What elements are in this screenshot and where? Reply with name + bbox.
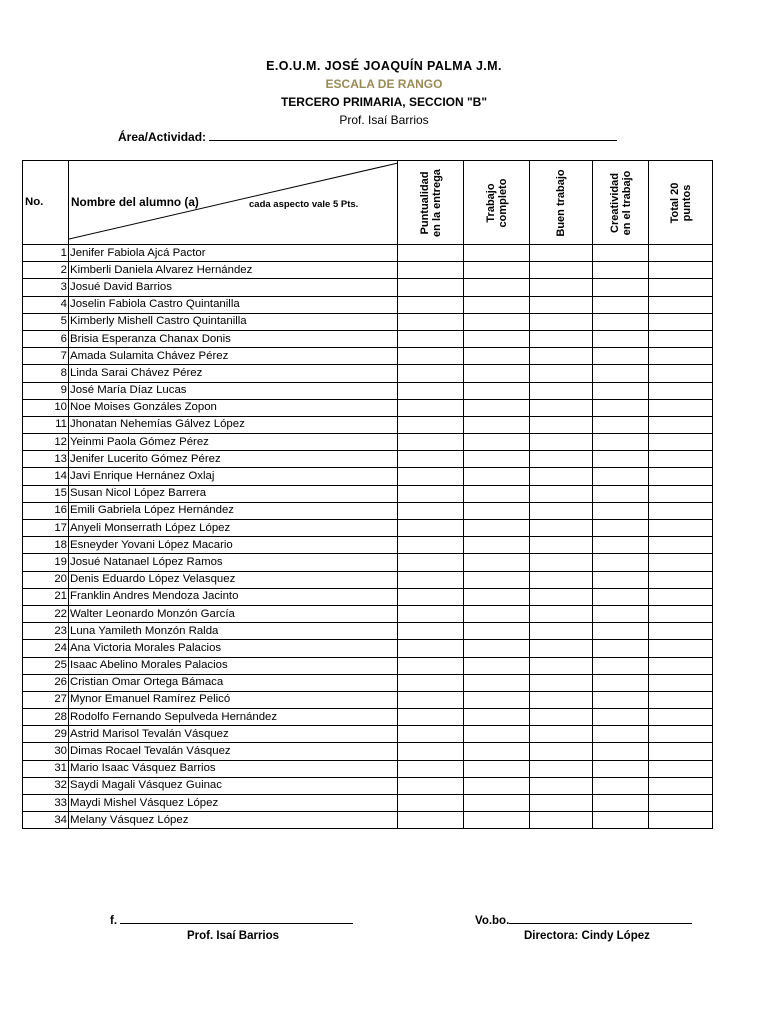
table-row	[23, 330, 713, 347]
score-cell[interactable]	[530, 777, 593, 794]
score-cell[interactable]	[649, 451, 713, 468]
score-cell[interactable]	[464, 795, 530, 812]
score-cell[interactable]	[649, 296, 713, 313]
student-name: Joselin Fabiola Castro Quintanilla	[69, 296, 398, 313]
score-cell[interactable]	[398, 330, 464, 347]
score-cell[interactable]	[464, 691, 530, 708]
score-cell[interactable]	[649, 348, 713, 365]
score-cell[interactable]	[649, 795, 713, 812]
row-number: 27	[23, 691, 69, 708]
score-cell[interactable]	[593, 451, 649, 468]
score-cell[interactable]	[593, 245, 649, 262]
score-cell[interactable]	[398, 502, 464, 519]
col-header-total: Total 20 puntos	[649, 161, 713, 245]
row-number: 6	[23, 330, 69, 347]
score-cell[interactable]	[398, 365, 464, 382]
signature-left-name: Prof. Isaí Barrios	[187, 930, 280, 942]
signature-left-prefix: f.	[110, 915, 118, 927]
score-cell[interactable]	[464, 640, 530, 657]
score-cell[interactable]	[398, 279, 464, 296]
student-name: Isaac Abelino Morales Palacios	[69, 657, 398, 674]
score-cell[interactable]	[649, 726, 713, 743]
area-activity-label: Área/Actividad:	[118, 130, 207, 144]
score-cell[interactable]	[398, 812, 464, 829]
score-cell[interactable]	[398, 416, 464, 433]
score-cell[interactable]	[649, 365, 713, 382]
score-cell[interactable]	[530, 709, 593, 726]
score-cell[interactable]	[530, 502, 593, 519]
row-number: 25	[23, 657, 69, 674]
score-cell[interactable]	[649, 691, 713, 708]
score-cell[interactable]	[649, 709, 713, 726]
row-number: 7	[23, 348, 69, 365]
score-cell[interactable]	[593, 571, 649, 588]
student-name: Melany Vásquez López	[69, 812, 398, 829]
score-cell[interactable]	[593, 674, 649, 691]
score-cell[interactable]	[593, 657, 649, 674]
col-header-points-note: cada aspecto vale 5 Pts.	[249, 199, 359, 210]
score-cell[interactable]	[464, 245, 530, 262]
row-number: 15	[23, 485, 69, 502]
score-cell[interactable]	[530, 279, 593, 296]
score-cell[interactable]	[464, 657, 530, 674]
row-number: 4	[23, 296, 69, 313]
score-cell[interactable]	[464, 365, 530, 382]
score-cell[interactable]	[593, 623, 649, 640]
score-cell[interactable]	[649, 588, 713, 605]
student-name: Luna Yamileth Monzón Ralda	[69, 623, 398, 640]
student-name: José María Díaz Lucas	[69, 382, 398, 399]
score-cell[interactable]	[593, 399, 649, 416]
school-name: E.O.U.M. JOSÉ JOAQUÍN PALMA J.M.	[266, 59, 502, 73]
student-name: Josué David Barrios	[69, 279, 398, 296]
student-name: Josué Natanael López Ramos	[69, 554, 398, 571]
score-cell[interactable]	[530, 416, 593, 433]
table-row	[23, 795, 713, 812]
score-cell[interactable]	[464, 709, 530, 726]
signature-right-underline	[509, 912, 692, 924]
student-name: Anyeli Monserrath López López	[69, 520, 398, 537]
score-cell[interactable]	[464, 279, 530, 296]
score-cell[interactable]	[649, 399, 713, 416]
col-header-name-label: Nombre del alumno (a)	[71, 195, 199, 209]
row-number: 17	[23, 520, 69, 537]
score-cell[interactable]	[398, 468, 464, 485]
score-cell[interactable]	[649, 485, 713, 502]
student-name: Ana Victoria Morales Palacios	[69, 640, 398, 657]
student-name: Mario Isaac Vásquez Barrios	[69, 760, 398, 777]
student-name: Brisia Esperanza Chanax Donis	[69, 330, 398, 347]
table-row	[23, 777, 713, 794]
score-cell[interactable]	[530, 623, 593, 640]
table-row	[23, 743, 713, 760]
score-cell[interactable]	[530, 330, 593, 347]
row-number: 1	[23, 245, 69, 262]
table-row	[23, 657, 713, 674]
score-cell[interactable]	[398, 348, 464, 365]
row-number: 33	[23, 795, 69, 812]
student-name: Denis Eduardo López Velasquez	[69, 571, 398, 588]
score-cell[interactable]	[530, 399, 593, 416]
row-number: 19	[23, 554, 69, 571]
score-cell[interactable]	[464, 743, 530, 760]
score-cell[interactable]	[464, 674, 530, 691]
row-number: 10	[23, 399, 69, 416]
score-cell[interactable]	[398, 588, 464, 605]
score-cell[interactable]	[649, 262, 713, 279]
score-cell[interactable]	[649, 416, 713, 433]
score-cell[interactable]	[530, 434, 593, 451]
score-cell[interactable]	[398, 674, 464, 691]
student-name: Susan Nicol López Barrera	[69, 485, 398, 502]
area-activity-line	[209, 129, 617, 141]
score-cell[interactable]	[530, 657, 593, 674]
table-row	[23, 382, 713, 399]
signature-left-line	[110, 912, 353, 927]
table-row	[23, 245, 713, 262]
score-cell[interactable]	[530, 348, 593, 365]
score-cell[interactable]	[464, 416, 530, 433]
col-header-name	[69, 161, 398, 245]
student-name: Walter Leonardo Monzón García	[69, 605, 398, 622]
table-row	[23, 726, 713, 743]
score-cell[interactable]	[398, 451, 464, 468]
row-number: 34	[23, 812, 69, 829]
score-cell[interactable]	[464, 451, 530, 468]
student-name: Dimas Rocael Tevalán Vásquez	[69, 743, 398, 760]
score-cell[interactable]	[464, 520, 530, 537]
score-cell[interactable]	[464, 726, 530, 743]
row-number: 8	[23, 365, 69, 382]
signature-right-prefix: Vo.bo.	[475, 915, 510, 927]
score-cell[interactable]	[649, 502, 713, 519]
score-cell[interactable]	[593, 537, 649, 554]
score-cell[interactable]	[593, 296, 649, 313]
row-number: 11	[23, 416, 69, 433]
table-row	[23, 434, 713, 451]
area-activity-field	[118, 129, 617, 144]
score-cell[interactable]	[649, 674, 713, 691]
score-cell[interactable]	[398, 485, 464, 502]
score-cell[interactable]	[649, 245, 713, 262]
score-cell[interactable]	[593, 502, 649, 519]
score-cell[interactable]	[649, 313, 713, 330]
score-cell[interactable]	[464, 313, 530, 330]
table-row	[23, 365, 713, 382]
score-cell[interactable]	[649, 382, 713, 399]
score-cell[interactable]	[593, 313, 649, 330]
score-cell[interactable]	[398, 623, 464, 640]
score-cell[interactable]	[593, 760, 649, 777]
col-header-no: No.	[23, 161, 69, 245]
teacher-name: Prof. Isaí Barrios	[339, 113, 429, 127]
score-cell[interactable]	[649, 777, 713, 794]
score-cell[interactable]	[649, 554, 713, 571]
score-cell[interactable]	[593, 588, 649, 605]
signature-right-name: Directora: Cindy López	[524, 930, 650, 942]
student-rows	[23, 245, 713, 829]
student-name: Jhonatan Nehemías Gálvez López	[69, 416, 398, 433]
score-cell[interactable]	[649, 537, 713, 554]
score-cell[interactable]	[464, 330, 530, 347]
score-cell[interactable]	[593, 691, 649, 708]
score-cell[interactable]	[530, 296, 593, 313]
score-cell[interactable]	[464, 296, 530, 313]
table-row	[23, 296, 713, 313]
score-cell[interactable]	[530, 313, 593, 330]
table-row	[23, 571, 713, 588]
score-cell[interactable]	[593, 468, 649, 485]
score-cell[interactable]	[649, 760, 713, 777]
score-cell[interactable]	[593, 416, 649, 433]
document-title: ESCALA DE RANGO	[325, 77, 443, 91]
score-cell[interactable]	[398, 640, 464, 657]
student-name: Esneyder Yovani López Macario	[69, 537, 398, 554]
table-row	[23, 485, 713, 502]
score-cell[interactable]	[593, 640, 649, 657]
score-cell[interactable]	[398, 554, 464, 571]
score-cell[interactable]	[593, 330, 649, 347]
score-cell[interactable]	[649, 330, 713, 347]
score-cell[interactable]	[649, 657, 713, 674]
score-cell[interactable]	[398, 726, 464, 743]
score-cell[interactable]	[464, 623, 530, 640]
score-cell[interactable]	[464, 348, 530, 365]
row-number: 29	[23, 726, 69, 743]
score-cell[interactable]	[649, 812, 713, 829]
row-number: 9	[23, 382, 69, 399]
score-cell[interactable]	[593, 485, 649, 502]
table-row	[23, 674, 713, 691]
score-cell[interactable]	[593, 279, 649, 296]
score-cell[interactable]	[593, 605, 649, 622]
score-cell[interactable]	[593, 777, 649, 794]
row-number: 23	[23, 623, 69, 640]
row-number: 32	[23, 777, 69, 794]
row-number: 22	[23, 605, 69, 622]
score-cell[interactable]	[398, 777, 464, 794]
table-header-row	[23, 161, 713, 245]
score-cell[interactable]	[398, 709, 464, 726]
score-cell[interactable]	[464, 605, 530, 622]
row-number: 16	[23, 502, 69, 519]
score-cell[interactable]	[593, 348, 649, 365]
student-name: Kimberly Mishell Castro Quintanilla	[69, 313, 398, 330]
grade-section: TERCERO PRIMARIA, SECCION "B"	[280, 95, 488, 109]
score-cell[interactable]	[530, 588, 593, 605]
score-cell[interactable]	[649, 571, 713, 588]
student-name: Noe Moises Gonzáles Zopon	[69, 399, 398, 416]
score-cell[interactable]	[530, 468, 593, 485]
score-cell[interactable]	[530, 760, 593, 777]
score-cell[interactable]	[593, 365, 649, 382]
score-cell[interactable]	[530, 605, 593, 622]
row-number: 18	[23, 537, 69, 554]
student-name: Jenifer Fabiola Ajcá Pactor	[69, 245, 398, 262]
row-number: 5	[23, 313, 69, 330]
score-cell[interactable]	[593, 743, 649, 760]
score-cell[interactable]	[398, 434, 464, 451]
score-cell[interactable]	[530, 554, 593, 571]
score-cell[interactable]	[398, 313, 464, 330]
score-cell[interactable]	[649, 434, 713, 451]
score-cell[interactable]	[593, 726, 649, 743]
row-number: 28	[23, 709, 69, 726]
score-cell[interactable]	[464, 554, 530, 571]
table-row	[23, 416, 713, 433]
score-cell[interactable]	[593, 262, 649, 279]
score-cell[interactable]	[530, 795, 593, 812]
student-name: Emili Gabriela López Hernández	[69, 502, 398, 519]
score-cell[interactable]	[530, 520, 593, 537]
col-header-criterion-2: Trabajo completo	[464, 161, 530, 245]
col-header-criterion-3: Buen trabajo	[530, 161, 593, 245]
table-row	[23, 640, 713, 657]
table-row	[23, 348, 713, 365]
row-number: 26	[23, 674, 69, 691]
score-cell[interactable]	[464, 777, 530, 794]
row-number: 31	[23, 760, 69, 777]
score-cell[interactable]	[530, 691, 593, 708]
student-name: Saydi Magali Vásquez Guinac	[69, 777, 398, 794]
student-name: Linda Sarai Chávez Pérez	[69, 365, 398, 382]
signature-left-underline	[120, 912, 353, 924]
score-cell[interactable]	[464, 399, 530, 416]
score-cell[interactable]	[530, 571, 593, 588]
student-name: Maydi Mishel Vásquez López	[69, 795, 398, 812]
score-cell[interactable]	[398, 571, 464, 588]
score-cell[interactable]	[398, 382, 464, 399]
row-number: 12	[23, 434, 69, 451]
student-name: Javi Enrique Hernánez Oxlaj	[69, 468, 398, 485]
score-cell[interactable]	[398, 691, 464, 708]
student-name: Kimberli Daniela Alvarez Hernández	[69, 262, 398, 279]
score-cell[interactable]	[530, 674, 593, 691]
student-name: Yeinmi Paola Gómez Pérez	[69, 434, 398, 451]
student-name: Mynor Emanuel Ramírez Pelicó	[69, 691, 398, 708]
score-cell[interactable]	[530, 245, 593, 262]
signature-right-line	[475, 912, 692, 927]
score-cell[interactable]	[649, 623, 713, 640]
score-cell[interactable]	[649, 640, 713, 657]
table-row	[23, 760, 713, 777]
row-number: 21	[23, 588, 69, 605]
score-cell[interactable]	[593, 520, 649, 537]
score-cell[interactable]	[464, 468, 530, 485]
score-cell[interactable]	[464, 812, 530, 829]
table-row	[23, 399, 713, 416]
score-cell[interactable]	[464, 434, 530, 451]
student-name: Amada Sulamita Chávez Pérez	[69, 348, 398, 365]
table-row	[23, 313, 713, 330]
score-cell[interactable]	[398, 262, 464, 279]
score-cell[interactable]	[530, 640, 593, 657]
score-cell[interactable]	[398, 520, 464, 537]
student-name: Cristian Omar Ortega Bámaca	[69, 674, 398, 691]
student-name: Franklin Andres Mendoza Jacinto	[69, 588, 398, 605]
table-row	[23, 468, 713, 485]
table-row	[23, 605, 713, 622]
score-cell[interactable]	[530, 726, 593, 743]
score-cell[interactable]	[398, 760, 464, 777]
table-row	[23, 691, 713, 708]
score-cell[interactable]	[593, 709, 649, 726]
row-number: 13	[23, 451, 69, 468]
table-row	[23, 812, 713, 829]
student-name: Rodolfo Fernando Sepulveda Hernández	[69, 709, 398, 726]
table-row	[23, 623, 713, 640]
rating-scale-table	[22, 160, 713, 829]
score-cell[interactable]	[530, 262, 593, 279]
table-row	[23, 520, 713, 537]
score-cell[interactable]	[530, 485, 593, 502]
score-cell[interactable]	[530, 382, 593, 399]
student-name: Astrid Marisol Tevalán Vásquez	[69, 726, 398, 743]
score-cell[interactable]	[530, 812, 593, 829]
col-header-criterion-1: Puntualidad en la entrega	[398, 161, 464, 245]
score-cell[interactable]	[649, 743, 713, 760]
table-row	[23, 262, 713, 279]
score-cell[interactable]	[649, 279, 713, 296]
table-row	[23, 537, 713, 554]
score-cell[interactable]	[398, 657, 464, 674]
score-cell[interactable]	[464, 485, 530, 502]
score-cell[interactable]	[464, 262, 530, 279]
row-number: 2	[23, 262, 69, 279]
score-cell[interactable]	[398, 605, 464, 622]
score-cell[interactable]	[398, 537, 464, 554]
score-cell[interactable]	[398, 795, 464, 812]
score-cell[interactable]	[593, 554, 649, 571]
score-cell[interactable]	[530, 743, 593, 760]
score-cell[interactable]	[593, 382, 649, 399]
score-cell[interactable]	[464, 571, 530, 588]
row-number: 3	[23, 279, 69, 296]
table-row	[23, 554, 713, 571]
student-name: Jenifer Lucerito Gómez Pérez	[69, 451, 398, 468]
score-cell[interactable]	[593, 812, 649, 829]
row-number: 24	[23, 640, 69, 657]
score-cell[interactable]	[398, 245, 464, 262]
col-header-criterion-4: Creatividad en el trabajo	[593, 161, 649, 245]
score-cell[interactable]	[593, 434, 649, 451]
score-cell[interactable]	[464, 382, 530, 399]
table-row	[23, 588, 713, 605]
table-row	[23, 279, 713, 296]
score-cell[interactable]	[398, 743, 464, 760]
score-cell[interactable]	[649, 468, 713, 485]
score-cell[interactable]	[649, 520, 713, 537]
table-row	[23, 502, 713, 519]
score-cell[interactable]	[398, 399, 464, 416]
row-number: 20	[23, 571, 69, 588]
score-cell[interactable]	[530, 365, 593, 382]
score-cell[interactable]	[464, 502, 530, 519]
row-number: 30	[23, 743, 69, 760]
score-cell[interactable]	[649, 605, 713, 622]
table-row	[23, 709, 713, 726]
score-cell[interactable]	[530, 451, 593, 468]
score-cell[interactable]	[464, 588, 530, 605]
score-cell[interactable]	[398, 296, 464, 313]
score-cell[interactable]	[593, 795, 649, 812]
table-row	[23, 451, 713, 468]
score-cell[interactable]	[530, 537, 593, 554]
score-cell[interactable]	[464, 537, 530, 554]
row-number: 14	[23, 468, 69, 485]
score-cell[interactable]	[464, 760, 530, 777]
